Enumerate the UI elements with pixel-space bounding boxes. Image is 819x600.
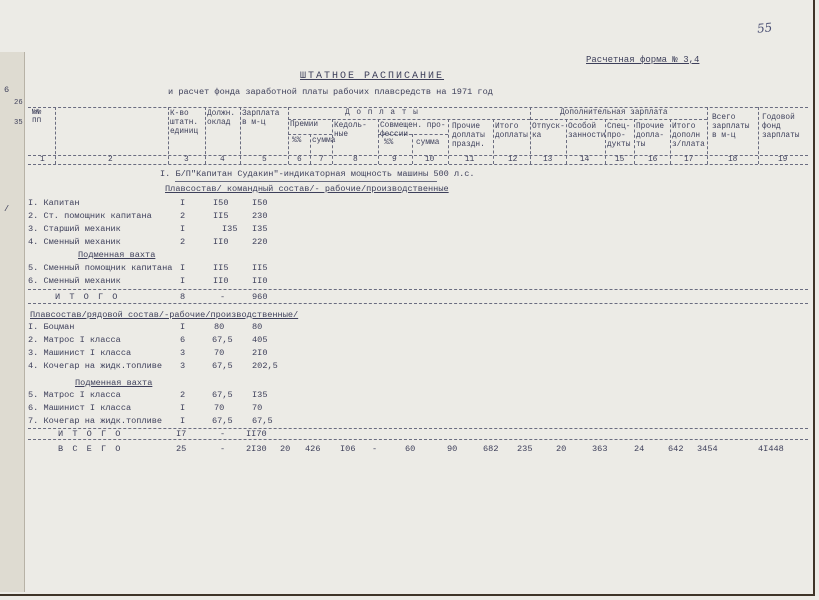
header-sovm-sum: сумма (416, 139, 440, 147)
staff-name: 4. Сменный механик (28, 237, 121, 247)
subtotal-rule (28, 303, 808, 304)
total-label: И Т О Г О (58, 429, 123, 439)
col-number: 19 (778, 156, 788, 164)
staff-wage: I35 (252, 390, 268, 400)
staff-wage: 202,5 (252, 361, 278, 371)
col-divider (378, 119, 379, 164)
col-number: 6 (297, 156, 302, 164)
staff-salary: II5 (213, 211, 229, 221)
col-number: 17 (684, 156, 694, 164)
col-number: 18 (728, 156, 738, 164)
grand-total-prochie: 90 (447, 444, 458, 454)
grand-total-sovm-pct: - (372, 444, 378, 454)
staff-wage: 405 (252, 335, 268, 345)
col-divider (758, 107, 759, 164)
total-count: 8 (180, 292, 186, 302)
staff-count: I (180, 276, 186, 286)
staff-salary: 80 (214, 322, 225, 332)
col-divider (605, 119, 606, 164)
col-number: 5 (262, 156, 267, 164)
header-proch-dop: Прочие допла- ты (636, 123, 665, 149)
staff-salary: 67,5 (212, 390, 233, 400)
staff-salary: II0 (213, 237, 229, 247)
staff-name: 3. Старший механик (28, 224, 121, 234)
staff-salary: 70 (214, 403, 225, 413)
col-number: 11 (465, 156, 475, 164)
col-divider (634, 119, 635, 164)
staff-wage: I50 (252, 198, 268, 208)
staff-wage: I35 (252, 224, 268, 234)
document-title: ШТАТНОЕ РАСПИСАНИЕ (300, 71, 445, 82)
staff-count: I (180, 198, 186, 208)
grand-total-salary: - (220, 444, 226, 454)
header-sovm: Совмещен. про- фессии (380, 122, 446, 139)
col-divider (566, 119, 567, 164)
staff-count: I (180, 403, 186, 413)
grand-total-otpusk: 235 (517, 444, 533, 454)
grand-total-fond: 4I448 (758, 444, 784, 454)
staff-salary: 67,5 (212, 335, 233, 345)
col-divider (707, 107, 708, 164)
header-count: К-во штатн. единиц (170, 110, 199, 136)
col-divider (55, 107, 56, 164)
vessel-title: I. Б/П"Капитан Судакин"-индикаторная мощность машины 500 л.с. (160, 169, 475, 179)
staff-wage: 220 (252, 237, 268, 247)
header-prochie: Прочие доплаты праздн. (452, 123, 485, 149)
margin-mark: / (4, 204, 10, 214)
col-divider (670, 119, 671, 164)
header-spec: Спец- про- дукты (607, 123, 631, 149)
staff-wage: 230 (252, 211, 268, 221)
staff-salary: 70 (214, 348, 225, 358)
staff-count: 2 (180, 211, 186, 221)
col-divider (288, 107, 289, 164)
margin-mark: 26 (14, 99, 23, 107)
subtotal-rule (28, 289, 808, 290)
staff-count: I (180, 263, 186, 273)
grand-total-count: 25 (176, 444, 187, 454)
grand-total-vsego: 3454 (697, 444, 718, 454)
section-title: Плавсостав/рядовой состав/-рабочие/производственные/ (30, 310, 299, 320)
grand-total-premii-sum: 426 (305, 444, 321, 454)
staff-name: I. Боцман (28, 322, 75, 332)
staff-name: 3. Машинист I класса (28, 348, 132, 358)
header-dop-zarplata: Дополнительная зарплата (560, 109, 668, 117)
total-wage: II70 (246, 429, 267, 439)
header-sovm-pct: %% (384, 139, 394, 147)
grand-total-kedol: I06 (340, 444, 356, 454)
vessel-title-underline (175, 181, 437, 182)
staff-count: I (180, 322, 186, 332)
staff-wage: II5 (252, 263, 268, 273)
total-count: I7 (176, 429, 187, 439)
watch-title: Подменная вахта (78, 250, 156, 260)
header-premii-sum: сумма (312, 137, 336, 145)
staff-count: I (180, 224, 186, 234)
subtotal-rule (28, 428, 808, 429)
header-kedol: Кедоль- ные (334, 122, 367, 139)
form-label: Расчетная форма № 3,4 (586, 55, 700, 65)
col-number: 8 (353, 156, 358, 164)
section-title: Плавсостав/ командный состав/- рабочие/производственные (165, 184, 449, 194)
col-number: 10 (425, 156, 435, 164)
col-divider (168, 107, 169, 164)
staff-salary: 67,5 (212, 361, 233, 371)
header-osob: Особой занности (568, 123, 606, 140)
col-number: 4 (220, 156, 225, 164)
staff-count: 2 (180, 390, 186, 400)
margin-mark: 35 (14, 119, 23, 127)
col-divider (240, 107, 241, 164)
col-number: 13 (543, 156, 553, 164)
grand-total-label: В С Е Г О (58, 444, 123, 454)
margin-mark: 6 (4, 85, 10, 95)
grand-total-proch-dop: 24 (634, 444, 645, 454)
header-premii-pct: %% (292, 137, 302, 145)
grand-total-sovm-sum: 60 (405, 444, 416, 454)
header-doplaty: Д о п л а т ы (345, 109, 419, 117)
col-number: 15 (615, 156, 625, 164)
header-num: №№ пп (32, 109, 42, 125)
staff-count: I (180, 416, 186, 426)
staff-salary: 67,5 (212, 416, 233, 426)
staff-name: 5. Матрос I класса (28, 390, 121, 400)
staff-count: 3 (180, 348, 186, 358)
grand-total-spec: 363 (592, 444, 608, 454)
total-wage: 960 (252, 292, 268, 302)
staff-salary: II0 (213, 276, 229, 286)
staff-name: 7. Кочегар на жидк.топливе (28, 416, 163, 426)
col-number: 7 (319, 156, 324, 164)
subtotal-rule (28, 439, 808, 440)
header-premii: Премии (290, 121, 319, 129)
col-number: 16 (648, 156, 658, 164)
staff-salary: II5 (213, 263, 229, 273)
staff-name: 6. Сменный механик (28, 276, 121, 286)
header-vsego: Всего зарплаты в м-ц (712, 114, 750, 140)
document-subtitle: и расчет фонда заработной платы рабочих плавсредств на 1971 год (168, 87, 493, 97)
col-number: 12 (508, 156, 518, 164)
col-divider (448, 119, 449, 164)
header-wage: Зарплата в м-ц (242, 110, 280, 127)
header-otpusk: Отпуск- ка (532, 123, 565, 140)
header-top-rule (28, 107, 808, 108)
staff-wage: 2I0 (252, 348, 268, 358)
staff-name: 5. Сменный помощник капитана (28, 263, 173, 273)
staff-name: 2. Матрос I класса (28, 335, 121, 345)
staff-name: I. Капитан (28, 198, 80, 208)
grand-total-itogo-dop: 642 (668, 444, 684, 454)
total-label: И Т О Г О (55, 292, 120, 302)
staff-wage: 80 (252, 322, 263, 332)
col-number: 9 (392, 156, 397, 164)
staff-wage: 67,5 (252, 416, 273, 426)
col-divider (310, 134, 311, 164)
staff-name: 2. Ст. помощник капитана (28, 211, 152, 221)
staff-wage: 70 (252, 403, 263, 413)
staff-count: 3 (180, 361, 186, 371)
staff-count: 2 (180, 237, 186, 247)
staff-name: 4. Кочегар на жидк.топливе (28, 361, 163, 371)
header-itogo-dopl: Итого доплаты (495, 123, 528, 140)
grand-total-wage: 2I30 (246, 444, 267, 454)
grand-total-osob: 20 (556, 444, 567, 454)
staff-salary: I50 (213, 198, 229, 208)
staff-count: 6 (180, 335, 186, 345)
staff-salary: I35 (222, 224, 238, 234)
staff-wage: II0 (252, 276, 268, 286)
header-salary: Должн. оклад (207, 110, 236, 127)
staff-name: 6. Машинист I класса (28, 403, 132, 413)
watch-title: Подменная вахта (75, 378, 153, 388)
header-fond: Годовой фонд зарплаты (762, 114, 800, 140)
col-number: 14 (580, 156, 590, 164)
col-number: 1 (40, 156, 45, 164)
grand-total-itogo-dopl: 682 (483, 444, 499, 454)
col-divider (530, 107, 531, 164)
col-number: 3 (184, 156, 189, 164)
page-number: 55 (756, 20, 773, 36)
header-itogo-dop: Итого дополн з/плата (672, 123, 705, 149)
total-salary: - (220, 292, 226, 302)
col-divider (205, 107, 206, 164)
col-number: 2 (108, 156, 113, 164)
col-divider (493, 119, 494, 164)
total-salary: - (220, 429, 226, 439)
grand-total-premii-pct: 20 (280, 444, 291, 454)
dop-zarplata-subrule (530, 119, 707, 120)
